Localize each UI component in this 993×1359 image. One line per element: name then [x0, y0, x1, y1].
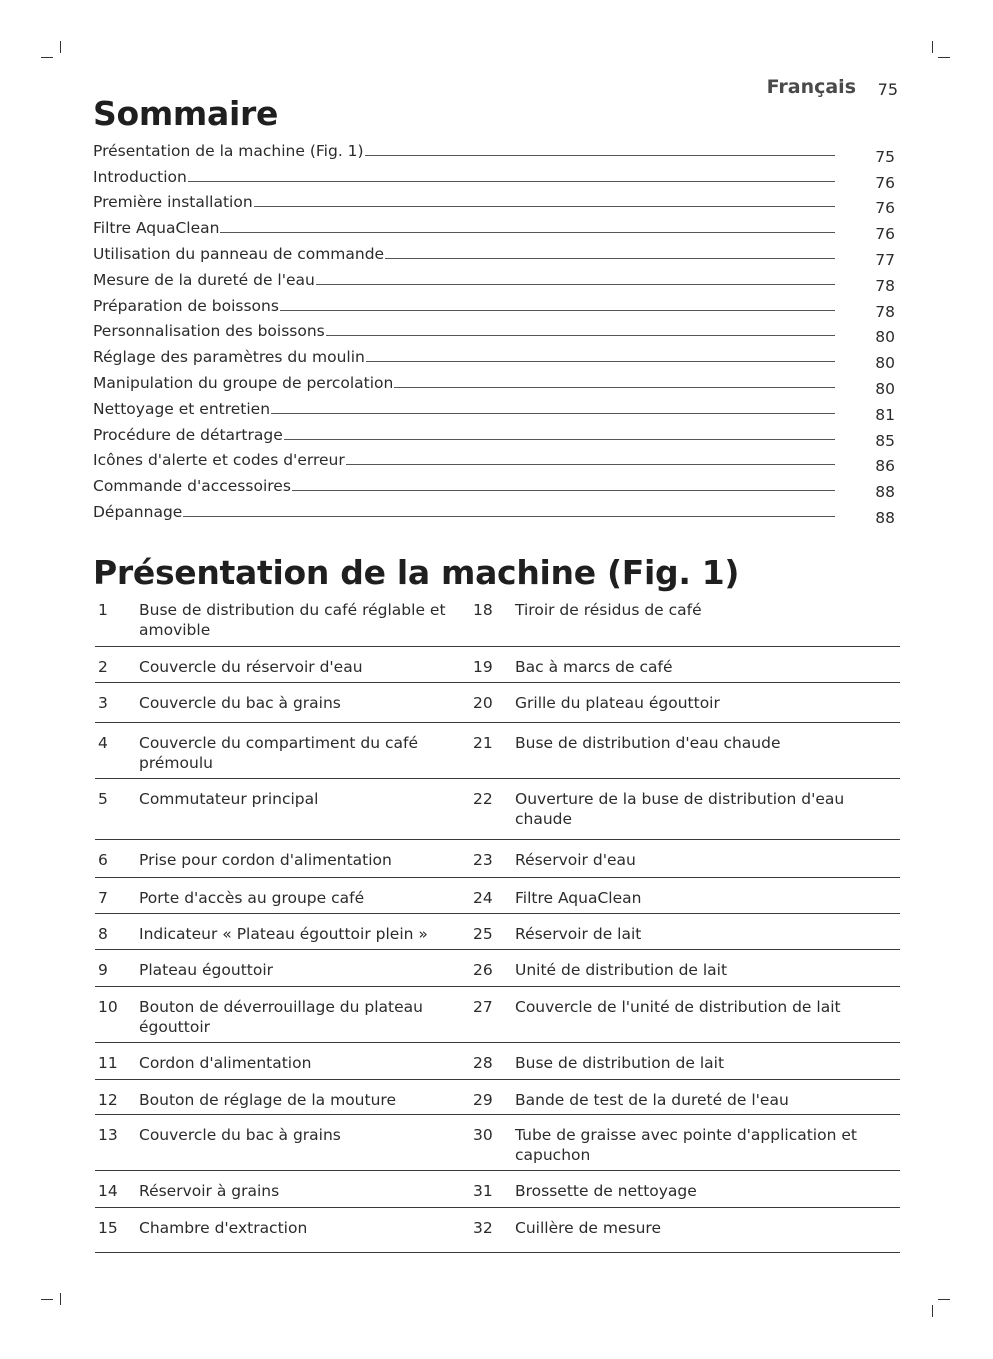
part-label: Commutateur principal	[139, 790, 319, 808]
toc-entry-label: Dépannage	[93, 502, 183, 521]
part-number: 14	[98, 1182, 118, 1200]
part-number: 12	[98, 1091, 118, 1109]
table-row	[95, 840, 900, 878]
toc-entry[interactable]	[93, 366, 903, 398]
part-number: 26	[473, 961, 493, 979]
part-label: Réservoir à grains	[139, 1182, 280, 1200]
part-label: Bande de test de la dureté de l'eau	[515, 1091, 789, 1109]
part-number: 15	[98, 1219, 118, 1237]
part-label: Bouton de réglage de la mouture	[139, 1091, 396, 1109]
crop-mark	[60, 41, 61, 53]
part-number: 32	[473, 1219, 493, 1237]
table-row	[95, 592, 900, 647]
part-number: 29	[473, 1091, 493, 1109]
table-row	[95, 1043, 900, 1080]
part-number: 8	[98, 925, 108, 943]
part-number: 28	[473, 1054, 493, 1072]
part-number: 4	[98, 734, 108, 752]
part-number: 11	[98, 1054, 118, 1072]
part-label: Couvercle du compartiment du café prémoulu	[139, 734, 419, 772]
toc-entry-page: 78	[875, 302, 895, 321]
parts-table	[95, 592, 900, 1253]
part-label: Grille du plateau égouttoir	[515, 694, 720, 712]
toc-entry-label: Première installation	[93, 193, 253, 212]
toc-entry[interactable]	[93, 289, 903, 321]
part-label: Réservoir d'eau	[515, 851, 636, 869]
part-label: Cordon d'alimentation	[139, 1054, 312, 1072]
toc-entry[interactable]	[93, 315, 903, 347]
toc-entry[interactable]	[93, 134, 903, 166]
part-label: Cuillère de mesure	[515, 1219, 662, 1237]
part-number: 24	[473, 889, 493, 907]
part-label: Indicateur « Plateau égouttoir plein »	[139, 925, 428, 943]
crop-mark	[938, 57, 950, 58]
part-label: Unité de distribution de lait	[515, 961, 728, 979]
toc-entry[interactable]	[93, 237, 903, 269]
header-language: Français	[766, 76, 856, 98]
toc-entry-page: 80	[875, 328, 895, 347]
toc-entry-page: 88	[875, 508, 895, 527]
part-number: 10	[98, 998, 118, 1016]
toc-entry-page: 76	[875, 173, 895, 192]
part-label: Couvercle de l'unité de distribution de lait	[515, 998, 841, 1016]
toc-title: Sommaire	[93, 94, 279, 133]
toc-entry-page: 85	[875, 431, 895, 450]
part-number: 2	[98, 658, 108, 676]
table-row	[95, 950, 900, 987]
crop-mark	[938, 1299, 950, 1300]
part-label: Couvercle du bac à grains	[139, 1126, 341, 1144]
toc-entry[interactable]	[93, 418, 903, 450]
toc-entry[interactable]	[93, 469, 903, 502]
table-row	[95, 683, 900, 723]
part-label: Buse de distribution de lait	[515, 1054, 725, 1072]
toc-leader-line	[93, 181, 835, 182]
toc-entry-page: 76	[875, 225, 895, 244]
toc-entry-page: 88	[875, 483, 895, 502]
table-row	[95, 647, 900, 683]
part-label: Buse de distribution du café réglable et amovible	[139, 601, 446, 639]
overview-title: Présentation de la machine (Fig. 1)	[93, 553, 740, 592]
part-label: Tube de graisse avec pointe d'application et capuchon	[515, 1126, 857, 1164]
part-label: Ouverture de la buse de distribution d'eau chaude	[515, 790, 845, 828]
part-label: Bac à marcs de café	[515, 658, 673, 676]
part-number: 20	[473, 694, 493, 712]
part-label: Couvercle du réservoir d'eau	[139, 658, 363, 676]
toc-entry-label: Utilisation du panneau de commande	[93, 244, 385, 263]
toc-entry-label: Icônes d'alerte et codes d'erreur	[93, 451, 345, 470]
toc-entry-label: Préparation de boissons	[93, 296, 279, 315]
toc-entry-page: 80	[875, 354, 895, 373]
toc-entry[interactable]	[93, 495, 903, 527]
toc-entry-page: 86	[875, 457, 895, 476]
toc-entry[interactable]	[93, 392, 903, 424]
part-number: 13	[98, 1126, 118, 1144]
toc-entry-label: Procédure de détartrage	[93, 425, 283, 444]
toc-entry-page: 81	[875, 405, 895, 424]
part-number: 6	[98, 851, 108, 869]
toc-entry-page: 75	[875, 147, 895, 166]
toc-entry-label: Filtre AquaClean	[93, 219, 220, 238]
part-label: Porte d'accès au groupe café	[139, 889, 365, 907]
toc-entry-page: 77	[875, 250, 895, 269]
part-number: 30	[473, 1126, 493, 1144]
toc-entry[interactable]	[93, 211, 903, 244]
part-number: 31	[473, 1182, 493, 1200]
toc-leader-line	[93, 516, 835, 517]
crop-mark	[41, 1299, 53, 1300]
part-number: 18	[473, 601, 493, 619]
part-label: Plateau égouttoir	[139, 961, 274, 979]
part-label: Buse de distribution d'eau chaude	[515, 734, 781, 752]
crop-mark	[932, 1305, 933, 1317]
table-row	[95, 878, 900, 914]
part-number: 25	[473, 925, 493, 943]
toc-entry-label: Manipulation du groupe de percolation	[93, 373, 394, 392]
table-of-contents	[93, 134, 903, 527]
part-number: 21	[473, 734, 493, 752]
toc-entry-label: Nettoyage et entretien	[93, 399, 271, 418]
part-number: 22	[473, 790, 493, 808]
part-number: 27	[473, 998, 493, 1016]
toc-entry[interactable]	[93, 340, 903, 373]
toc-entry-label: Mesure de la dureté de l'eau	[93, 270, 315, 289]
part-label: Tiroir de résidus de café	[515, 601, 702, 619]
part-label: Chambre d'extraction	[139, 1219, 308, 1237]
table-row	[95, 1208, 900, 1253]
toc-entry-label: Commande d'accessoires	[93, 477, 291, 496]
part-label: Brossette de nettoyage	[515, 1182, 697, 1200]
table-row	[95, 1171, 900, 1208]
part-label: Bouton de déverrouillage du plateau égouttoir	[139, 998, 423, 1036]
toc-entry-page: 76	[875, 199, 895, 218]
toc-entry-page: 80	[875, 379, 895, 398]
toc-entry[interactable]	[93, 160, 903, 192]
part-label: Réservoir de lait	[515, 925, 642, 943]
toc-entry[interactable]	[93, 263, 903, 295]
table-row	[95, 1080, 900, 1115]
toc-entry-label: Personnalisation des boissons	[93, 322, 325, 341]
table-row	[95, 987, 900, 1043]
part-number: 1	[98, 601, 108, 619]
toc-entry-label: Réglage des paramètres du moulin	[93, 348, 365, 367]
part-number: 9	[98, 961, 108, 979]
toc-entry[interactable]	[93, 186, 903, 218]
toc-entry-page: 78	[875, 276, 895, 295]
part-number: 19	[473, 658, 493, 676]
crop-mark	[41, 57, 53, 58]
part-number: 7	[98, 889, 108, 907]
table-row	[95, 1115, 900, 1171]
part-number: 23	[473, 851, 493, 869]
part-number: 3	[98, 694, 108, 712]
table-row	[95, 914, 900, 950]
part-number: 5	[98, 790, 108, 808]
part-label: Prise pour cordon d'alimentation	[139, 851, 392, 869]
table-row	[95, 779, 900, 840]
table-row	[95, 723, 900, 779]
crop-mark	[932, 41, 933, 53]
toc-entry[interactable]	[93, 444, 903, 476]
header-page-number: 75	[877, 80, 898, 99]
toc-entry-label: Présentation de la machine (Fig. 1)	[93, 141, 364, 160]
toc-entry-label: Introduction	[93, 167, 187, 186]
crop-mark	[60, 1293, 61, 1305]
part-label: Couvercle du bac à grains	[139, 694, 341, 712]
part-label: Filtre AquaClean	[515, 889, 642, 907]
